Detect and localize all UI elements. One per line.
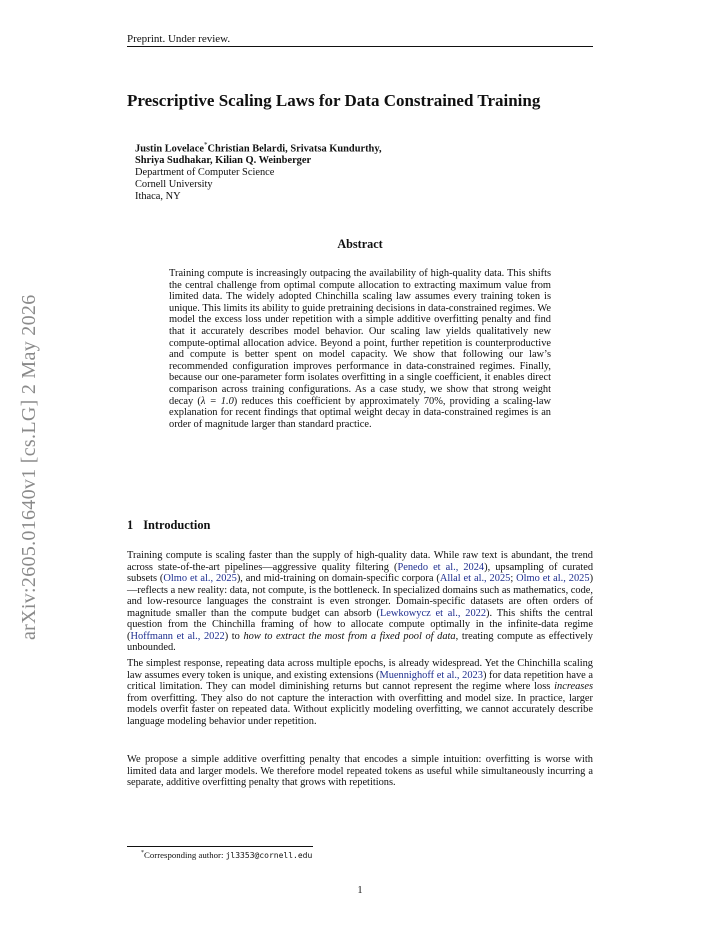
p1-text-c: ), and mid-training on domain-specific corpora (: [236, 573, 440, 584]
p1-text-d: )—reflects a new reality: data, not compute, is the bottleneck. In specialized domains such as mathematics, code, and low-resource languages the constraint is even stronger. Domain-specific datasets are often orders of magnitude smaller than the compute budget can absorb (: [127, 573, 594, 619]
author-block: [135, 139, 575, 203]
citation-olmo-2025[interactable]: Olmo et al., 2025: [163, 573, 237, 584]
p1-separator: ;: [510, 573, 517, 584]
citation-muennighoff-2023[interactable]: Muennighoff et al., 2023: [379, 669, 483, 681]
section-title: Introduction: [143, 518, 211, 532]
abstract-part-2: ) reduces this coefficient by approximately 70%, providing a scaling-law explanation for recent findings that optimal weight decay in data-constrained regimes is an order of magnitude larger than standard practice.: [169, 395, 551, 430]
p1-text-g: , treating compute as effectively unbounded.: [127, 630, 593, 653]
arxiv-identifier: arXiv:2605.01640v1 [cs.LG] 2 May 2026: [18, 294, 40, 640]
p2-text-b: ) for data repetition have a critical limitation. They can model diminishing returns but cannot represent the regime where loss: [127, 669, 593, 692]
author-university: Cornell University: [135, 179, 213, 191]
author-names-line-1: [135, 139, 575, 155]
p1-text-b: ), upsampling of curated subsets (: [127, 561, 594, 584]
paragraph-1: [127, 550, 593, 654]
abstract-lambda: λ = 1.0: [200, 395, 234, 407]
page-number: 1: [357, 885, 363, 896]
author-names-line-2: Shriya Sudhakar, Kilian Q. Weinberger: [135, 155, 312, 167]
author-location: Ithaca, NY: [135, 191, 181, 203]
footnote-email[interactable]: jl3353@cornell.edu: [225, 851, 313, 860]
p1-text-a: Training compute is scaling faster than the supply of high-quality data. While raw text is abundant, the trend across state-of-the-art pipelines—aggressive quality filtering (: [127, 550, 593, 573]
section-heading: [127, 518, 210, 533]
running-header: Preprint. Under review.: [127, 33, 231, 45]
abstract-part-1: Training compute is increasingly outpacing the availability of high-quality data. This shifts the central challenge from optimal compute allocation to extracting maximum value from limited data. The widely adopted Chinchilla scaling law assumes every training token is unique. This limits its ability to guide pretraining decisions in data-constrained regimes. We model the excess loss under repetition with a simple additive overfitting penalty and find that it accurately describes model behavior. Our scaling law yields qualitatively new compute-optimal allocation advice. Beyond a point, further repetition is counterproductive and compute is better spent on model capacity. We show that following our law’s recommended configuration improves performance in data-constrained regimes. Finally, because our one-parameter form isolates overfitting in a single coefficient, it enables direct comparison across training configurations. As a case study, we show that strong weight decay (: [169, 268, 551, 407]
author-department: Department of Computer Science: [135, 167, 275, 179]
paragraph-2: [127, 658, 593, 727]
footnote-marker: *: [141, 850, 144, 857]
p1-emphasis: how to extract the most from a fixed pool of data: [243, 630, 456, 642]
citation-lewkowycz-2022[interactable]: Lewkowycz et al., 2022: [379, 607, 487, 619]
co-authors: Christian Belardi, Srivatsa Kundurthy,: [207, 143, 382, 155]
corresponding-marker: *: [203, 141, 208, 149]
first-author: Justin Lovelace: [135, 143, 204, 155]
paper-title: Prescriptive Scaling Laws for Data Constrained Training: [127, 91, 541, 110]
header-rule: [127, 46, 593, 47]
footnote-rule: [127, 846, 313, 847]
p2-text-a: The simplest response, repeating data across multiple epochs, is already widespread. Yet the Chinchilla scaling law assumes every token is unique, and existing extensions (: [127, 658, 593, 681]
citation-allal-2025[interactable]: Allal et al., 2025: [439, 573, 511, 584]
footnote-label: Corresponding author:: [144, 850, 226, 860]
paragraph-3: We propose a simple additive overfitting penalty that encodes a simple intuition: overfitting is worse with limited data and larger models. We therefore model repeated tokens as useful while simultaneously incurring a separate, additive overfitting penalty that grows with repetitions.: [127, 754, 593, 788]
abstract-text: [169, 268, 551, 430]
p1-text-e: ). This shifts the central question from the Chinchilla framing of how to allocate compute optimally in the infinite-data regime (: [127, 607, 593, 642]
p2-emphasis: increases: [554, 681, 593, 692]
section-number: 1: [127, 518, 134, 532]
p2-text-c: from overfitting. They also do not capture the interaction with overfitting and model size. In practice, larger models overfit faster on repeated data. Without explicitly modeling overfitting, we cannot accurately describe language modeling behavior under repetition.: [127, 692, 593, 727]
citation-olmo-2025-b[interactable]: Olmo et al., 2025: [516, 573, 590, 584]
footnote: [141, 850, 312, 860]
citation-hoffmann-2022[interactable]: Hoffmann et al., 2022: [130, 630, 225, 642]
p1-text-f: ) to: [224, 630, 244, 642]
citation-penedo-2024[interactable]: Penedo et al., 2024: [397, 561, 485, 573]
abstract-heading: Abstract: [337, 237, 383, 251]
